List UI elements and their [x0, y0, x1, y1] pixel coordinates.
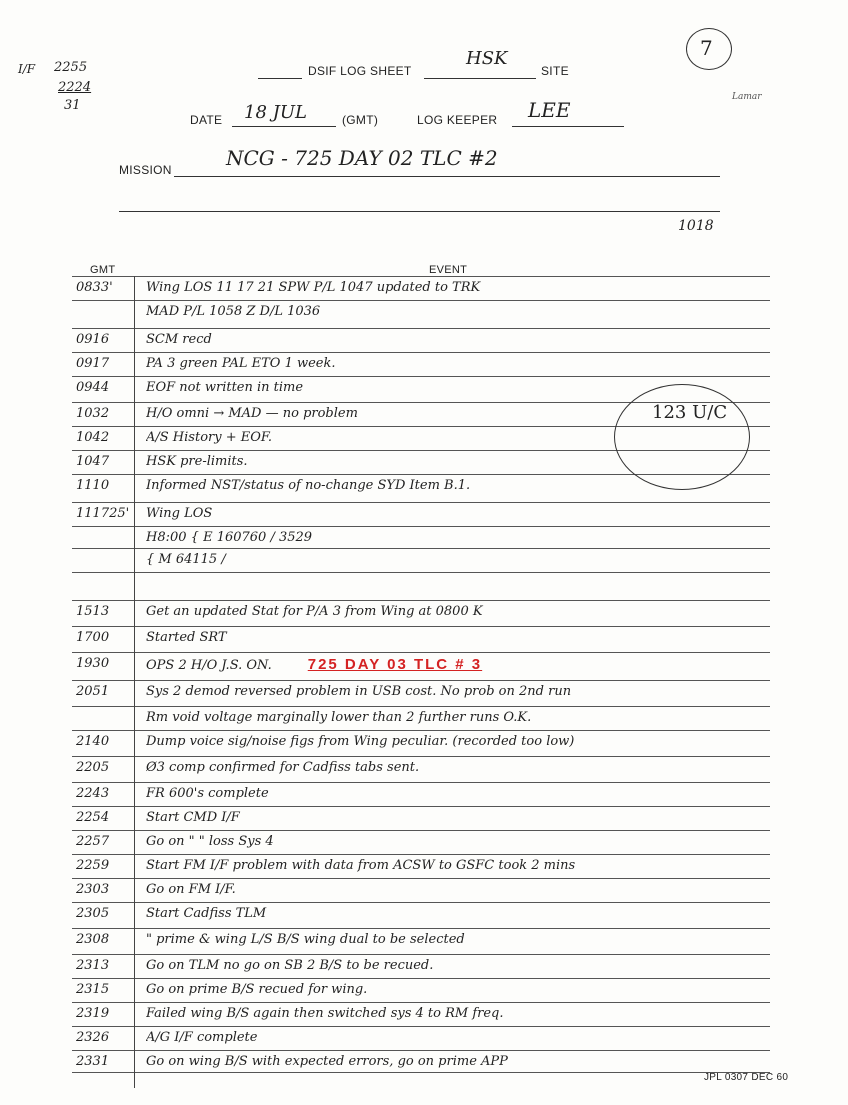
entry-event-text: Wing LOS: [146, 506, 213, 521]
entry-event: [146, 304, 826, 319]
table-rule: [72, 502, 770, 503]
table-rule: [72, 572, 770, 573]
mission-label: MISSION: [119, 163, 172, 177]
entry-event-text: EOF not written in time: [146, 380, 304, 395]
entry-event: [146, 786, 826, 801]
entry-event: [146, 982, 826, 997]
entry-event-text: FR 600's complete: [146, 786, 269, 801]
entry-gmt: 0833': [76, 280, 113, 295]
entry-event-text: Get an updated Stat for P/A 3 from Wing at 0800 K: [146, 604, 483, 619]
entry-event-text: Go on FM I/F.: [146, 882, 236, 897]
entry-event: [146, 734, 826, 749]
table-rule: [72, 730, 770, 731]
entry-red-annotation: 725 DAY 03 TLC # 3: [307, 656, 483, 673]
entry-event-text: PA 3 green PAL ETO 1 week.: [146, 356, 336, 371]
margin-note-if: I/F: [18, 62, 36, 76]
entry-gmt: 2303: [76, 882, 110, 897]
entry-gmt: 1930: [76, 656, 110, 671]
entry-event: [146, 656, 826, 673]
extra-note: 1018: [678, 218, 714, 234]
entry-event-text: Informed NST/status of no-change SYD Item B.1.: [146, 478, 471, 493]
entry-event: [146, 858, 826, 873]
table-rule: [72, 626, 770, 627]
entry-event: [146, 882, 826, 897]
table-rule: [72, 548, 770, 549]
entry-event-text: SCM recd: [146, 332, 212, 347]
table-rule: [72, 706, 770, 707]
entry-gmt: 2305: [76, 906, 110, 921]
table-rule: [72, 352, 770, 353]
date-value: 18 JUL: [244, 102, 307, 123]
entry-event: [146, 506, 826, 521]
entry-gmt: 2051: [76, 684, 110, 699]
entry-gmt: 1110: [76, 478, 110, 493]
entry-event: [146, 380, 826, 395]
entry-event: [146, 1054, 826, 1069]
entry-event-text: Started SRT: [146, 630, 227, 645]
entry-event-text: Go on prime B/S recued for wing.: [146, 982, 368, 997]
site-label: SITE: [541, 64, 569, 78]
entry-event-text: Ø3 comp confirmed for Cadfiss tabs sent.: [146, 760, 420, 775]
entry-event-text: Start FM I/F problem with data from ACSW to GSFC took 2 mins: [146, 858, 576, 873]
entry-event-text: Start CMD I/F: [146, 810, 240, 825]
entry-event: [146, 356, 826, 371]
entry-event: [146, 684, 826, 699]
entry-event: [146, 1006, 826, 1021]
entry-event-text: { M 64115 /: [146, 552, 226, 567]
entry-event: [146, 810, 826, 825]
date-line: [232, 126, 336, 127]
entry-gmt: 2331: [76, 1054, 110, 1069]
table-rule: [72, 276, 770, 277]
margin-note-line-2: 2224: [58, 80, 92, 95]
margin-note-line-3: 31: [64, 98, 81, 113]
entry-gmt: 1032: [76, 406, 110, 421]
form-code: JPL 0307 DEC 60: [704, 1072, 789, 1083]
entry-gmt: 2308: [76, 932, 110, 947]
gmt-column-divider: [134, 276, 135, 1088]
entry-event-text: A/S History + EOF.: [146, 430, 273, 445]
entry-event: [146, 552, 826, 567]
entry-event: [146, 932, 826, 947]
log-keeper-value: LEE: [528, 98, 571, 122]
log-sheet-label: DSIF LOG SHEET: [308, 64, 412, 78]
table-rule: [72, 1050, 770, 1051]
entry-event-text: MAD P/L 1058 Z D/L 1036: [146, 304, 321, 319]
circled-note-outline: [614, 384, 750, 490]
entry-event: [146, 530, 826, 545]
entry-gmt: 1700: [76, 630, 110, 645]
table-rule: [72, 928, 770, 929]
table-rule: [72, 978, 770, 979]
table-rule: [72, 300, 770, 301]
mission-line: [174, 176, 720, 177]
margin-note-line-1: 2255: [54, 60, 88, 75]
entry-gmt: 2257: [76, 834, 110, 849]
entry-event-text: Go on TLM no go on SB 2 B/S to be recued.: [146, 958, 434, 973]
entry-gmt: 2313: [76, 958, 110, 973]
entry-gmt: 1513: [76, 604, 110, 619]
site-line: [424, 78, 536, 79]
table-rule: [72, 1026, 770, 1027]
entry-event-text: Sys 2 demod reversed problem in USB cost. No prob on 2nd run: [146, 684, 572, 699]
entry-event: [146, 1030, 826, 1045]
entry-gmt: 1047: [76, 454, 110, 469]
gmt-column-header: GMT: [90, 264, 116, 276]
entry-event-text: Failed wing B/S again then switched sys 4 to RM freq.: [146, 1006, 504, 1021]
table-rule: [72, 1072, 770, 1073]
log-keeper-label: LOG KEEPER: [417, 113, 498, 127]
entry-gmt: 2254: [76, 810, 110, 825]
corner-note: Lamar: [732, 92, 762, 102]
mission-value: NCG - 725 DAY 02 TLC #2: [226, 146, 498, 170]
entry-gmt: 2326: [76, 1030, 110, 1045]
entry-event-text: H8:00 { E 160760 / 3529: [146, 530, 313, 545]
entry-event: [146, 710, 826, 725]
entry-gmt: 2140: [76, 734, 110, 749]
mission-line-2: [119, 211, 720, 212]
log-keeper-line: [512, 126, 624, 127]
page-number: 7: [700, 36, 713, 60]
entry-event-text: OPS 2 H/O J.S. ON.: [146, 658, 272, 673]
entry-event-text: Start Cadfiss TLM: [146, 906, 267, 921]
table-rule: [72, 756, 770, 757]
entry-gmt: 0917: [76, 356, 110, 371]
table-rule: [72, 600, 770, 601]
entry-event: [146, 280, 826, 295]
table-rule: [72, 376, 770, 377]
entry-event-text: " prime & wing L/S B/S wing dual to be selected: [146, 932, 465, 947]
circled-note: 123 U/C: [652, 402, 728, 423]
table-rule: [72, 782, 770, 783]
gmt-label: (GMT): [342, 113, 379, 127]
entry-gmt: 1042: [76, 430, 110, 445]
entry-event: [146, 958, 826, 973]
entry-event-text: Rm void voltage marginally lower than 2 further runs O.K.: [146, 710, 532, 725]
entry-gmt: 2259: [76, 858, 110, 873]
entry-event: [146, 834, 826, 849]
entry-gmt: 2243: [76, 786, 110, 801]
entry-gmt: 2315: [76, 982, 110, 997]
entry-event-text: Go on wing B/S with expected errors, go on prime APP: [146, 1054, 508, 1069]
table-rule: [72, 1002, 770, 1003]
entry-event: [146, 760, 826, 775]
entry-gmt: 111725': [76, 506, 130, 521]
date-label: DATE: [190, 113, 223, 127]
table-rule: [72, 680, 770, 681]
entry-event: [146, 332, 826, 347]
entry-event-text: H/O omni → MAD — no problem: [146, 406, 358, 421]
entry-event: [146, 604, 826, 619]
table-rule: [72, 806, 770, 807]
entry-event: [146, 630, 826, 645]
event-column-header: EVENT: [429, 264, 468, 276]
entry-gmt: 0944: [76, 380, 110, 395]
table-rule: [72, 830, 770, 831]
table-rule: [72, 902, 770, 903]
entry-event-text: Wing LOS 11 17 21 SPW P/L 1047 updated to TRK: [146, 280, 481, 295]
entry-gmt: 0916: [76, 332, 110, 347]
site-value: HSK: [466, 48, 508, 69]
table-rule: [72, 954, 770, 955]
table-rule: [72, 652, 770, 653]
blank-line-prefix: [258, 78, 302, 79]
table-rule: [72, 328, 770, 329]
entry-event: [146, 478, 826, 493]
entry-gmt: 2205: [76, 760, 110, 775]
entry-event-text: A/G I/F complete: [146, 1030, 258, 1045]
entry-event-text: HSK pre-limits.: [146, 454, 248, 469]
table-rule: [72, 878, 770, 879]
entry-gmt: 2319: [76, 1006, 110, 1021]
table-rule: [72, 854, 770, 855]
entry-event-text: Go on " " loss Sys 4: [146, 834, 274, 849]
table-rule: [72, 526, 770, 527]
entry-event: [146, 906, 826, 921]
entry-event-text: Dump voice sig/noise figs from Wing peculiar. (recorded too low): [146, 734, 575, 749]
